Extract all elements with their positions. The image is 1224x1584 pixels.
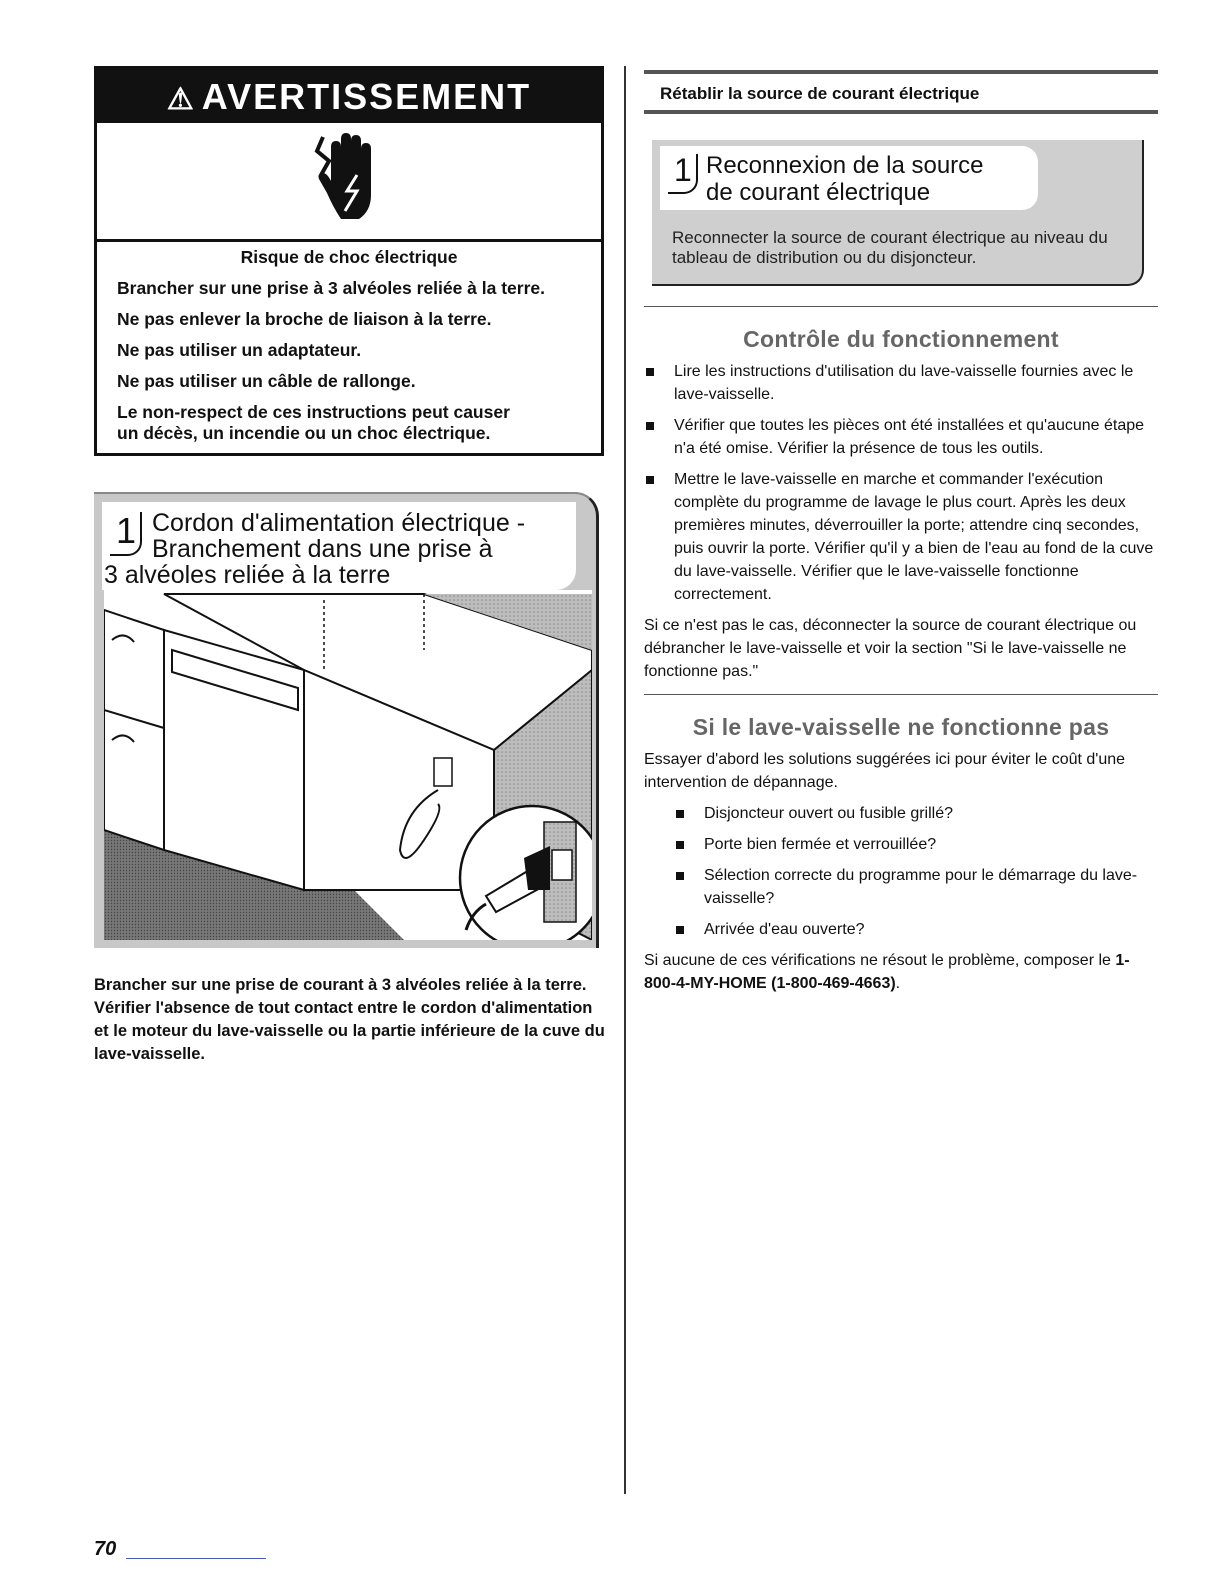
step-title: [104, 509, 526, 589]
list-item: Vérifier que toutes les pièces ont été installées et qu'aucune étape n'a été omise. Vérifier la présence de tous les outils.: [644, 414, 1158, 460]
warning-triangle-icon: ⚠: [166, 83, 196, 116]
warning-text: [117, 247, 581, 444]
divider: [644, 694, 1158, 695]
warning-title: Risque de choc électrique: [240, 247, 458, 267]
phone-number: 1-800-4-MY-HOME (1-800-469-4663): [644, 952, 1130, 992]
section-bar: [644, 70, 1158, 114]
step-body: Reconnecter la source de courant électrique au niveau du tableau de distribution ou du disjoncteur.: [672, 228, 1108, 267]
list-item: Lire les instructions d'utilisation du lave-vaisselle fournies avec le lave-vaisselle.: [644, 360, 1158, 406]
warning-header: [97, 69, 601, 123]
warning-consequence-2: un décès, un incendie ou un choc électrique.: [117, 423, 491, 443]
closing-suffix: .: [895, 975, 901, 992]
check-heading: Contrôle du fonctionnement: [743, 326, 1059, 352]
check-section: [644, 360, 1158, 683]
check-bullet-list: [644, 360, 1158, 606]
list-item: Porte bien fermée et verrouillée?: [674, 833, 1158, 856]
list-item: Sélection correcte du programme pour le démarrage du lave-vaisselle?: [674, 864, 1158, 910]
list-item: Mettre le lave-vaisselle en marche et commander l'exécution complète du programme de lavage le plus court. Après les deux premières minutes, déverrouiller la porte; attendre cinq secondes, puis ouvrir la porte. Vérifier qu'il y a bien de l'eau au fond de la cuve du lave-vaisselle. Vérifier que le lave-vaisselle fonctionne correctement.: [644, 468, 1158, 606]
section-title: Rétablir la source de courant électrique: [660, 84, 980, 103]
step-title: [706, 152, 984, 206]
warning-header-text: AVERTISSEMENT: [201, 76, 532, 117]
dishwasher-outlet-illustration: [104, 590, 592, 940]
trouble-section: [644, 748, 1158, 995]
warning-line: Ne pas utiliser un câble de rallonge.: [117, 371, 416, 391]
list-item: Disjoncteur ouvert ou fusible grillé?: [674, 802, 1158, 825]
closing-text: Si aucune de ces vérifications ne résout le problème, composer le: [644, 952, 1116, 969]
step-title-box: [102, 502, 576, 590]
trouble-closing: [644, 949, 1158, 995]
dishwasher-illustration-image: [104, 590, 592, 940]
list-item: Arrivée d'eau ouverte?: [674, 918, 1158, 941]
step-number: 1: [674, 152, 692, 188]
page-number: 70: [94, 1538, 117, 1560]
electric-shock-hand-icon: [313, 131, 385, 235]
step-title-box: [660, 146, 1038, 210]
left-caption: Brancher sur une prise de courant à 3 alvéoles reliée à la terre. Vérifier l'absence de tout contact entre le cordon d'alimentation et le moteur du lave-vaisselle ou la partie inférieure de la cuve du lave-vaisselle.: [94, 976, 605, 1063]
step-title-line: Branchement dans une prise à: [152, 535, 493, 563]
column-divider: [624, 66, 626, 1494]
step-panel-power-cord: [94, 492, 599, 948]
step-panel-reconnect: [652, 140, 1152, 286]
step-number: 1: [116, 510, 137, 551]
trouble-bullet-list: [674, 802, 1158, 941]
warning-line: Ne pas utiliser un adaptateur.: [117, 340, 362, 360]
warning-line: Ne pas enlever la broche de liaison à la terre.: [117, 309, 492, 329]
step-title-line: 3 alvéoles reliée à la terre: [104, 561, 391, 589]
step-title-line: Cordon d'alimentation électrique -: [152, 509, 526, 537]
step-title-line: de courant électrique: [706, 179, 931, 206]
step-title-line: Reconnexion de la source: [706, 152, 984, 179]
warning-icon-area: [97, 123, 601, 242]
divider: [644, 306, 1158, 307]
warning-line: Brancher sur une prise à 3 alvéoles reliée à la terre.: [117, 278, 546, 298]
trouble-heading: Si le lave-vaisselle ne fonctionne pas: [692, 714, 1110, 740]
warning-consequence-1: Le non-respect de ces instructions peut causer: [117, 402, 510, 422]
trouble-intro: Essayer d'abord les solutions suggérées ici pour éviter le coût d'une intervention de dépannage.: [644, 751, 1126, 791]
footer-rule: [126, 1558, 266, 1559]
check-after-text: Si ce n'est pas le cas, déconnecter la source de courant électrique ou débrancher le lave-vaisselle et voir la section "Si le lave-vaisselle ne fonctionne pas.": [644, 617, 1137, 680]
warning-box: [94, 66, 604, 456]
